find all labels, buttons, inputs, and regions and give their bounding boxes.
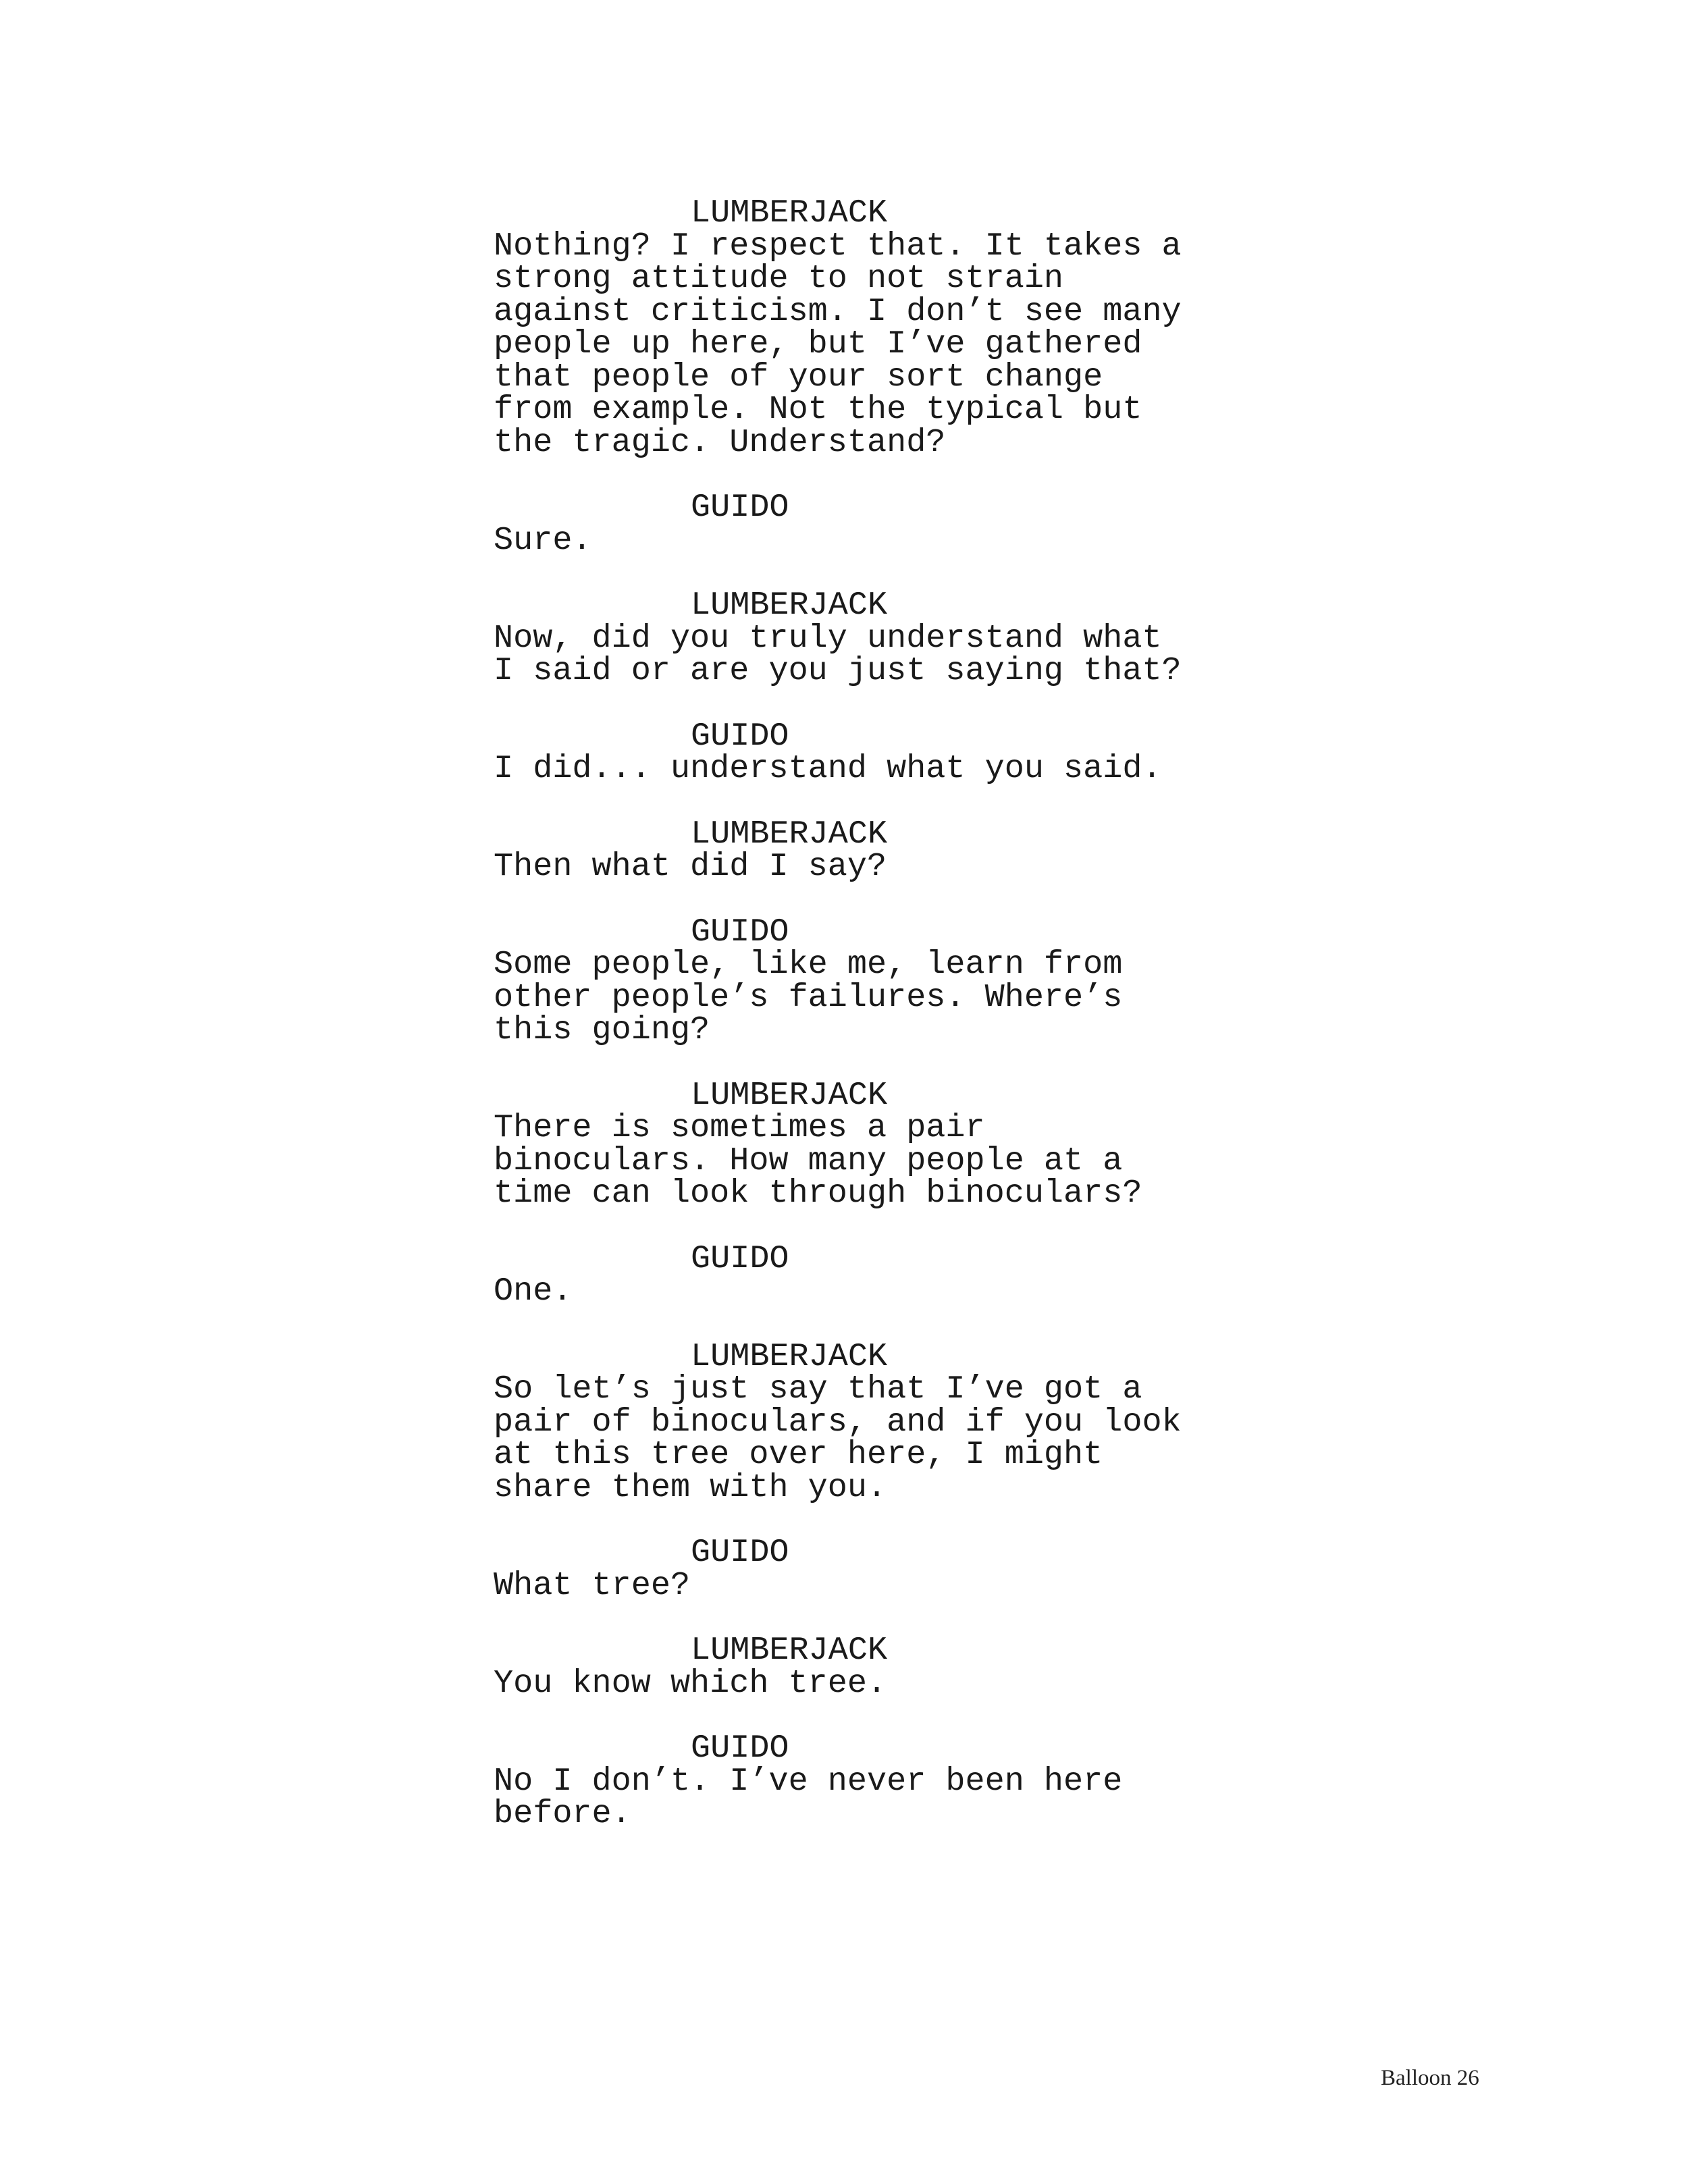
character-name: LUMBERJACK [691,1337,888,1375]
dialogue-block [494,589,1236,688]
dialogue-text: Some people, like me, learn from other people’s failures. Where’s this going? [494,946,1123,1048]
dialogue-text: Nothing? I respect that. It takes a strong attitude to not strain against criticism. I don’t see many people up here, but I’ve gathered that people of your sort change from example. Not the typical but the tragic. Understand? [494,227,1182,461]
character-name: GUIDO [691,1534,789,1571]
dialogue-text: Sure. [494,521,592,559]
dialogue-block [494,1337,1236,1506]
dialogue-block [494,1240,1236,1310]
character-name: LUMBERJACK [691,1632,888,1669]
dialogue-block [494,194,1236,461]
dialogue-text: Then what did I say? [494,848,887,885]
dialogue-block [494,717,1236,787]
page-footer: Balloon 26 [1381,2066,1479,2090]
character-name: LUMBERJACK [691,815,888,853]
character-name: GUIDO [691,1730,789,1767]
character-name: GUIDO [691,489,789,526]
dialogue-text: I did... understand what you said. [494,750,1162,787]
character-name: GUIDO [691,913,789,951]
dialogue-text: There is sometimes a pair binoculars. How many people at a time can look through binoculars? [494,1109,1142,1212]
dialogue-text: No I don’t. I’ve never been here before. [494,1762,1123,1832]
dialogue-block [494,1634,1236,1700]
dialogue-block [494,1732,1236,1831]
dialogue-text: Now, did you truly understand what I said or are you just saying that? [494,619,1182,689]
dialogue-text: So let’s just say that I’ve got a pair of binoculars, and if you look at this tree over here, I might share them with you. [494,1370,1182,1506]
dialogue-text: You know which tree. [494,1664,887,1702]
dialogue-block [494,1076,1236,1212]
dialogue-text: One. [494,1273,573,1310]
dialogue-block [494,491,1236,557]
character-name: GUIDO [691,717,789,755]
dialogue-block [494,913,1236,1048]
character-name: LUMBERJACK [691,194,888,232]
character-name: GUIDO [691,1240,789,1277]
dialogue-text: What tree? [494,1566,691,1604]
dialogue-block [494,815,1236,885]
character-name: LUMBERJACK [691,587,888,624]
dialogue-block [494,1534,1236,1604]
character-name: LUMBERJACK [691,1076,888,1114]
screenplay-page [494,194,1236,1863]
